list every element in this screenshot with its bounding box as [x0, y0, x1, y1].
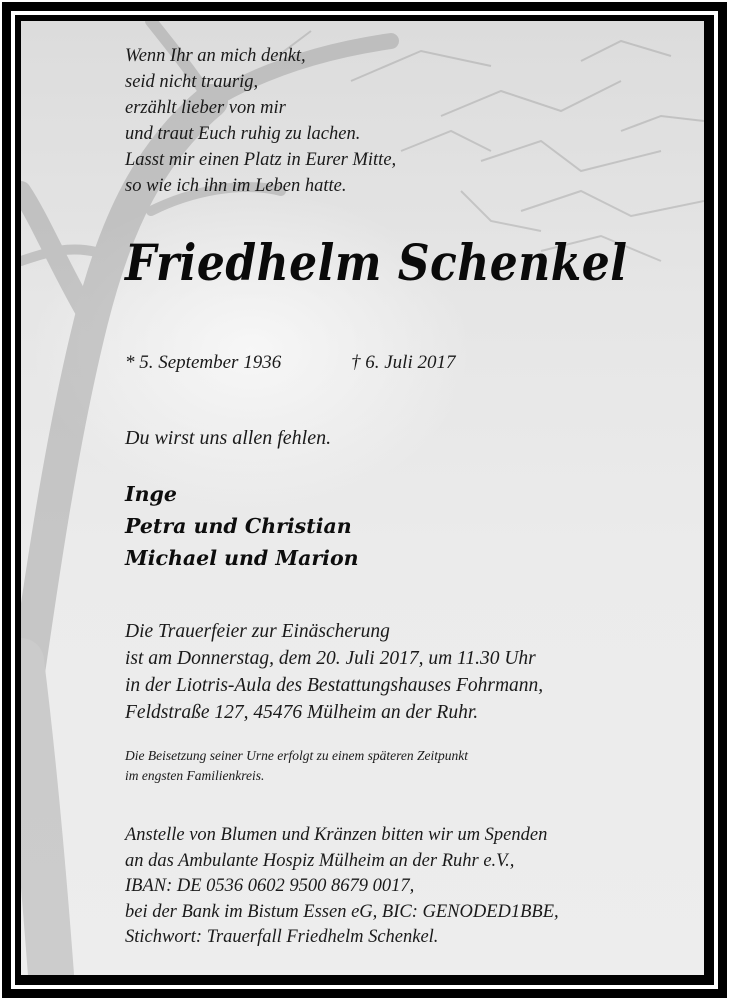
mourner-name: Petra und Christian — [125, 514, 352, 538]
urn-burial-note — [125, 746, 468, 786]
donation-line: an das Ambulante Hospiz Mülheim an der Ruhr e.V., — [125, 850, 515, 871]
mourner-name: Inge — [125, 482, 177, 506]
funeral-service-details — [125, 618, 543, 726]
donation-bank: bei der Bank im Bistum Essen eG, BIC: GENODED1BBE, — [125, 901, 559, 922]
verse-line: seid nicht traurig, — [125, 72, 259, 92]
death-date: † 6. Juli 2017 — [351, 352, 456, 373]
verse-line: Lasst mir einen Platz in Eurer Mitte, — [125, 150, 397, 170]
mourner-name: Michael und Marion — [125, 546, 359, 570]
verse-line: erzählt lieber von mir — [125, 98, 286, 118]
service-line: ist am Donnerstag, dem 20. Juli 2017, um 11.30 Uhr — [125, 648, 536, 669]
donation-request — [125, 823, 559, 951]
mourners-list — [125, 478, 359, 574]
service-line: Feldstraße 127, 45476 Mülheim an der Ruhr. — [125, 702, 479, 723]
obituary-panel — [21, 21, 704, 975]
verse-line: so wie ich ihn im Leben hatte. — [125, 176, 347, 196]
birth-date: * 5. September 1936 — [125, 352, 282, 373]
urn-note-line: im engsten Familienkreis. — [125, 768, 265, 783]
donation-iban: IBAN: DE 0536 0602 9500 8679 0017, — [125, 876, 415, 896]
donation-keyword: Stichwort: Trauerfall Friedhelm Schenkel. — [125, 927, 439, 947]
farewell-line: Du wirst uns allen fehlen. — [125, 427, 332, 449]
donation-line: Anstelle von Blumen und Kränzen bitten wir um Spenden — [125, 825, 548, 845]
deceased-name: Friedhelm Schenkel — [125, 235, 628, 293]
service-line: Die Trauerfeier zur Einäscherung — [125, 621, 390, 642]
memorial-verse — [125, 43, 396, 199]
life-dates — [125, 352, 456, 374]
verse-line: Wenn Ihr an mich denkt, — [125, 46, 306, 66]
urn-note-line: Die Beisetzung seiner Urne erfolgt zu einem späteren Zeitpunkt — [125, 748, 468, 763]
verse-line: und traut Euch ruhig zu lachen. — [125, 124, 361, 144]
service-line: in der Liotris-Aula des Bestattungshauses Fohrmann, — [125, 675, 544, 696]
obituary-content — [21, 21, 704, 975]
